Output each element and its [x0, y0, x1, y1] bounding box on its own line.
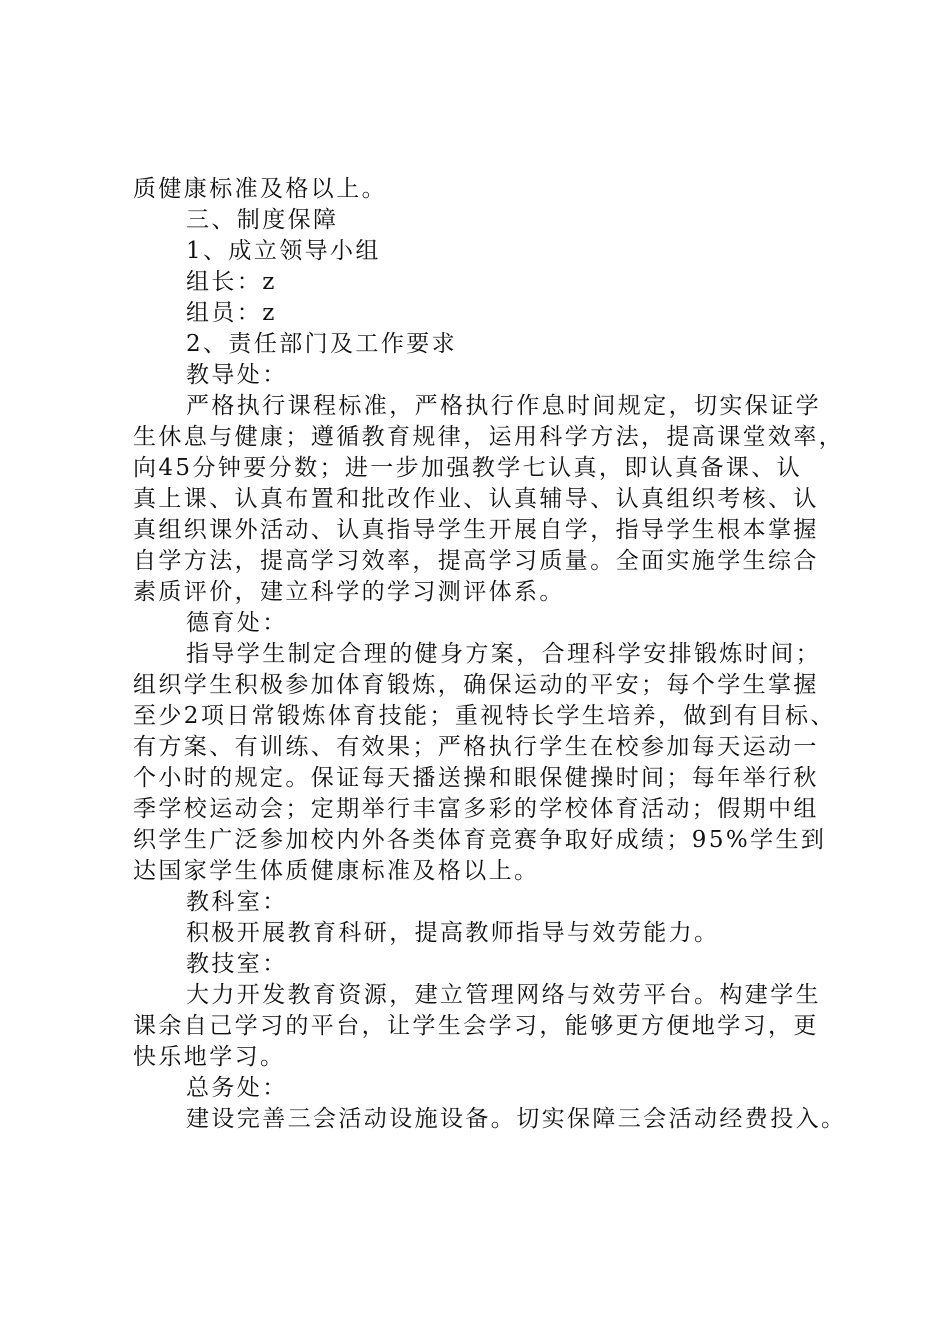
- paragraph-line: 真上课、认真布置和批改作业、认真辅导、认真组织考核、认: [133, 486, 819, 512]
- paragraph-line: 自学方法，提高学习效率，提高学习质量。全面实施学生综合: [133, 548, 819, 574]
- paragraph-line: 指导学生制定合理的健身方案，合理科学安排锻炼时间；: [186, 641, 821, 667]
- paragraph-line: 课余自己学习的平台，让学生会学习，能够更方便地学习，更: [133, 1013, 819, 1039]
- subheading-responsible-departments: 2、责任部门及工作要求: [186, 331, 458, 357]
- subheading-leadership-group: 1、成立领导小组: [186, 238, 381, 264]
- paragraph-continuation-line: 质健康标准及格以上。: [133, 176, 387, 202]
- group-member-line: 组员：z: [186, 300, 277, 326]
- paragraph-line: 严格执行课程标准，严格执行作息时间规定，切实保证学: [186, 393, 821, 419]
- paragraph-line: 积极开展教育科研，提高教师指导与效劳能力。: [186, 920, 720, 946]
- department-heading-general-affairs: 总务处：: [186, 1075, 288, 1101]
- paragraph-line: 达国家学生体质健康标准及格以上。: [133, 858, 540, 884]
- paragraph-line: 大力开发教育资源，建立管理网络与效劳平台。构建学生: [186, 982, 821, 1008]
- paragraph-line: 组织学生积极参加体育锻炼，确保运动的平安；每个学生掌握: [133, 672, 819, 698]
- department-heading-moral-education: 德育处：: [186, 610, 288, 636]
- paragraph-line: 快乐地学习。: [133, 1044, 286, 1070]
- paragraph-line: 向45分钟要分数；进一步加强教学七认真，即认真备课、认: [133, 455, 803, 481]
- paragraph-line: 至少2项日常锻炼体育技能；重视特长学生培养，做到有目标、: [133, 703, 836, 729]
- paragraph-line: 个小时的规定。保证每天播送操和眼保健操时间；每年举行秋: [133, 765, 819, 791]
- document-body: [133, 174, 847, 1135]
- paragraph-line: 建设完善三会活动设施设备。切实保障三会活动经费投入。: [186, 1106, 847, 1132]
- paragraph-line: 有方案、有训练、有效果；严格执行学生在校参加每天运动一: [133, 734, 819, 760]
- paragraph-line: 织学生广泛参加校内外各类体育竞赛争取好成绩；95%学生到: [133, 827, 827, 853]
- section-heading-system-guarantee: 三、制度保障: [186, 207, 339, 233]
- group-leader-line: 组长：z: [186, 269, 277, 295]
- department-heading-research-office: 教科室：: [186, 889, 288, 915]
- paragraph-line: 素质评价，建立科学的学习测评体系。: [133, 579, 565, 605]
- department-heading-technology-office: 教技室：: [186, 951, 288, 977]
- paragraph-line: 真组织课外活动、认真指导学生开展自学，指导学生根本掌握: [133, 517, 819, 543]
- department-heading-academic-affairs: 教导处：: [186, 362, 288, 388]
- paragraph-line: 生休息与健康；遵循教育规律，运用科学方法，提高课堂效率，: [133, 424, 845, 450]
- paragraph-line: 季学校运动会；定期举行丰富多彩的学校体育活动；假期中组: [133, 796, 819, 822]
